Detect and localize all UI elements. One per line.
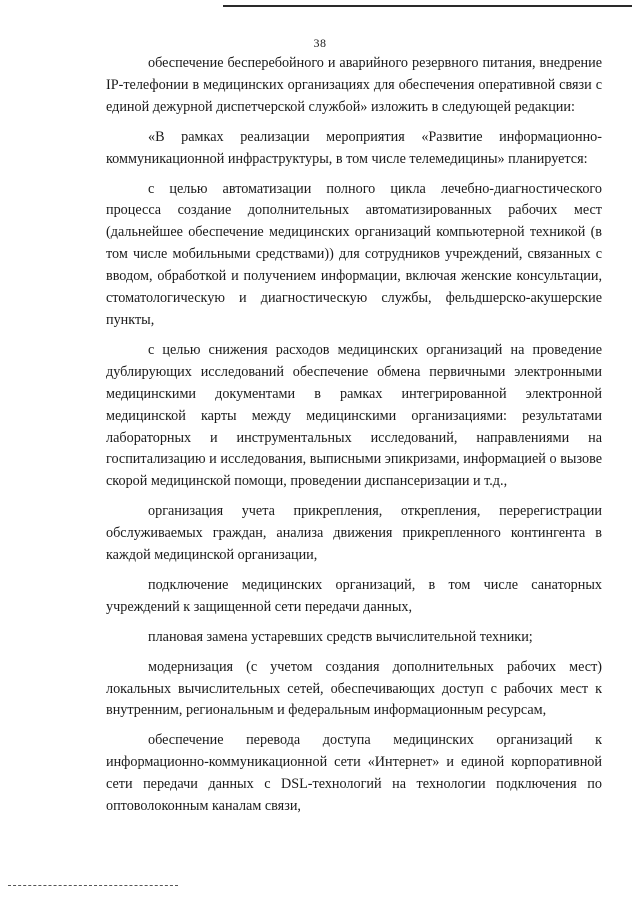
page-number: 38: [313, 36, 327, 50]
paragraph-automation: с целью автоматизации полного цикла лечебно-диагностического процесса создание дополнительных автоматизированных рабочих мест (дальнейшее обеспечение медицинских организаций компьютерной техникой (в том числе мобильными средствами)) для сотрудников учреждений, связанных с вводом, обработкой и получением информации, включая женские консультации, стоматологическую и диагностическую службы, фельдшерско-акушерские пункты,: [106, 180, 602, 328]
paragraph-power-supply: обеспечение бесперебойного и аварийного резервного питания, внедрение IP-телефонии в медицинских организациях для обеспечения оперативной связи с единой дежурной диспетчерской службой» изложить в следующей редакции:: [106, 55, 602, 115]
paragraph-cost-reduction: с целью снижения расходов медицинских организаций на проведение дублирующих исследований обеспечение обмена первичными электронными медицинскими документами в рамках интегрированной электронной медицинской карты между медицинскими организациями: результатами лабораторных и инструментальных исследований, направлениями на госпитализацию и исследования, выписными эпикризами, информацией о вызове скорой медицинской помощи, проведении диспансеризации и т.д.,: [106, 341, 602, 490]
paragraph-registration: организация учета прикрепления, открепления, перерегистрации обслуживаемых граждан, анализа движения прикрепленного контингента в каждой медицинской организации,: [106, 503, 602, 564]
document-body: [106, 53, 602, 818]
top-rule: [223, 5, 632, 7]
paragraph-lan-modernization: модернизация (с учетом создания дополнительных рабочих мест) локальных вычислительных сетей, обеспечивающих доступ с рабочих мест к внутренним, региональным и федеральным информационным ресурсам,: [106, 658, 602, 719]
paragraph-internet-access: обеспечение перевода доступа медицинских организаций к информационно-коммуникационной сети «Интернет» и единой корпоративной сети передачи данных с DSL-технологий на технологии подключения по оптоволоконным каналам связи,: [106, 732, 602, 815]
paragraph-hardware-replacement: плановая замена устаревших средств вычислительной техники;: [148, 628, 533, 645]
bottom-rule: [8, 885, 178, 887]
paragraph-secure-network: подключение медицинских организаций, в том числе санаторных учреждений к защищенной сети передачи данных,: [106, 576, 602, 615]
paragraph-intro: «В рамках реализации мероприятия «Развитие информационно-коммуникационной инфраструктуры, в том числе телемедицины» планируется:: [106, 128, 602, 167]
